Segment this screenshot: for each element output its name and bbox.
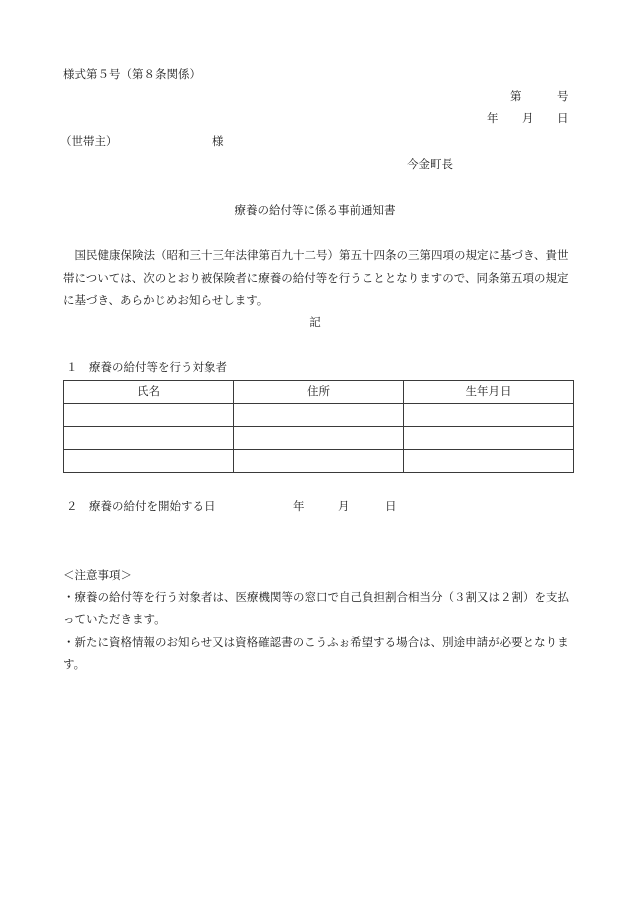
table-row [64,404,574,427]
table-row [64,427,574,450]
table-cell-birthdate [404,427,574,450]
column-header-name: 氏名 [64,381,234,404]
table-cell-name [64,427,234,450]
note-line: っていただきます。 [63,614,166,626]
table-cell-name [64,404,234,427]
table-cell-birthdate [404,450,574,473]
issue-date-year: 年 [487,113,499,125]
ki-marker: 記 [309,317,321,329]
note-line: ・新たに資格情報のお知らせ又は資格確認書のこうふぉ希望する場合は、別途申請が必要となりま [63,637,569,649]
table-cell-address [234,404,404,427]
column-header-address: 住所 [234,381,404,404]
issue-date-month: 月 [522,113,534,125]
ref-no-suffix: 号 [557,91,569,103]
table-cell-name [64,450,234,473]
notes-heading: ＜注意事項＞ [63,570,132,582]
section1-heading: １ 療養の給付等を行う対象者 [66,362,227,374]
note-line: す。 [63,659,86,671]
table-cell-address [234,427,404,450]
issue-date-day: 日 [557,113,569,125]
section2-heading: ２ 療養の給付を開始する日 [66,501,216,513]
form-label: 様式第５号（第８条関係） [63,69,201,81]
addressee-label: （世帯主） [60,136,118,148]
body-line: 帯については、次のとおり被保険者に療養の給付等を行うこととなりますので、同条第五項の規定 [63,273,569,285]
note-line: ・療養の給付等を行う対象者は、医療機関等の窓口で自己負担割合相当分（３割又は２割）を支払 [63,592,569,604]
addressee-honorific: 様 [212,136,224,148]
table-cell-address [234,450,404,473]
document-title: 療養の給付等に係る事前通知書 [234,205,396,217]
subjects-table [63,380,574,473]
sender: 今金町長 [407,159,453,171]
table-row [64,450,574,473]
body-line: に基づき、あらかじめお知らせします。 [63,295,269,307]
start-date-month: 月 [338,501,350,513]
body-line: 国民健康保険法（昭和三十三年法律第百九十二号）第五十四条の三第四項の規定に基づき、貴世 [63,250,569,262]
ref-no-prefix: 第 [510,91,522,103]
table-cell-birthdate [404,404,574,427]
start-date-day: 日 [385,501,397,513]
start-date-year: 年 [293,501,305,513]
table-header-row [64,381,574,404]
column-header-birthdate: 生年月日 [404,381,574,404]
